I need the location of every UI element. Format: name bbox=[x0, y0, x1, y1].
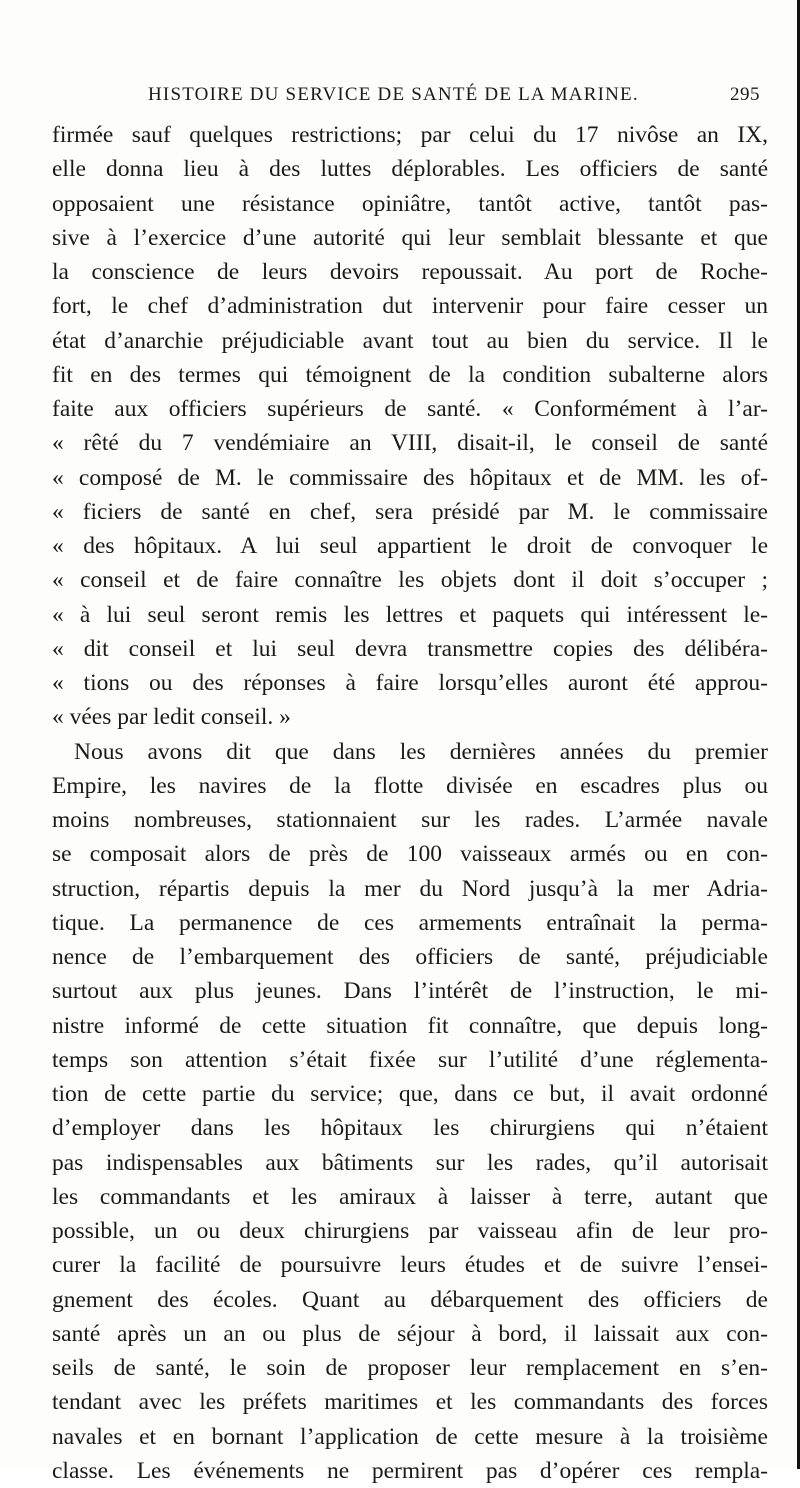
text-line: firmée sauf quelques restrictions; par celui du 17 nivôse an IX, bbox=[52, 122, 768, 148]
text-line: tion de cette partie du service; que, dans ce but, il avait ordonné bbox=[52, 1081, 768, 1107]
text-line: gnement des écoles. Quant au débarquement des officiers de bbox=[52, 1286, 768, 1313]
text-line: d’employer dans les hôpitaux les chirurgiens qui n’étaient bbox=[52, 1115, 768, 1142]
text-line: opposaient une résistance opiniâtre, tantôt active, tantôt pas- bbox=[52, 190, 768, 217]
quote-line: « tions ou des réponses à faire lorsqu’elles auront été approu- bbox=[52, 670, 768, 696]
text-line: classe. Les événements ne permirent pas d’opérer ces rempla- bbox=[52, 1457, 768, 1484]
text-line: navales et en bornant l’application de cette mesure à la troisième bbox=[52, 1423, 768, 1450]
text-line: elle donna lieu à des luttes déplorables. Les officiers de santé bbox=[52, 156, 768, 183]
text-line: nistre informé de cette situation fit connaître, que depuis long- bbox=[52, 1012, 768, 1039]
running-header bbox=[148, 84, 760, 106]
quote-line: « à lui seul seront remis les lettres et paquets qui intéressent le- bbox=[52, 601, 768, 628]
text-line: se composait alors de près de 100 vaisseaux armés ou en con- bbox=[52, 841, 768, 868]
quote-line: « dit conseil et lui seul devra transmettre copies des délibéra- bbox=[52, 635, 768, 662]
text-line: curer la facilité de poursuivre leurs études et de suivre l’ensei- bbox=[52, 1252, 768, 1279]
text-line: seils de santé, le soin de proposer leur remplacement en s’en- bbox=[52, 1355, 768, 1381]
text-line: la conscience de leurs devoirs repoussait. Au port de Roche- bbox=[52, 259, 768, 285]
text-line: fort, le chef d’administration dut intervenir pour faire cesser un bbox=[52, 293, 768, 320]
body-text bbox=[52, 118, 768, 1488]
quote-line: « vées par ledit conseil. » bbox=[52, 704, 291, 731]
text-line: santé après un an ou plus de séjour à bord, il laissait aux con- bbox=[52, 1320, 768, 1347]
text-line: surtout aux plus jeunes. Dans l’intérêt de l’instruction, le mi- bbox=[52, 978, 768, 1005]
text-line: sive à l’exercice d’une autorité qui leur semblait blessante et que bbox=[52, 224, 768, 251]
text-line: tique. La permanence de ces armements entraînait la perma- bbox=[52, 909, 768, 936]
text-line: Empire, les navires de la flotte divisée en escadres plus ou bbox=[52, 772, 768, 799]
text-line: possible, un ou deux chirurgiens par vaisseau afin de leur pro- bbox=[52, 1218, 768, 1244]
text-line: pas indispensables aux bâtiments sur les rades, qu’il autorisait bbox=[52, 1149, 768, 1176]
text-line: état d’anarchie préjudiciable avant tout au bien du service. Il le bbox=[52, 327, 768, 354]
quote-line: « rêté du 7 vendémiaire an VIII, disait-il, le conseil de santé bbox=[52, 430, 768, 457]
running-title: HISTOIRE DU SERVICE DE SANTÉ DE LA MARINE. bbox=[148, 84, 639, 105]
quote-line: « ficiers de santé en chef, sera présidé par M. le commissaire bbox=[52, 498, 768, 525]
text-line: moins nombreuses, stationnaient sur les rades. L’armée navale bbox=[52, 807, 768, 833]
text-line: fit en des termes qui témoignent de la condition subalterne alors bbox=[52, 361, 768, 388]
page-number: 295 bbox=[730, 84, 760, 105]
quote-line: « conseil et de faire connaître les objets dont il doit s’occuper ; bbox=[52, 567, 768, 594]
text-line: struction, répartis depuis la mer du Nord jusqu’à la mer Adria- bbox=[52, 875, 768, 902]
text-line: les commandants et les amiraux à laisser à terre, autant que bbox=[52, 1183, 768, 1210]
quote-line: « composé de M. le commissaire des hôpitaux et de MM. les of- bbox=[52, 464, 768, 491]
text-line: nence de l’embarquement des officiers de santé, préjudiciable bbox=[52, 944, 768, 970]
text-line: tendant avec les préfets maritimes et les commandants des forces bbox=[52, 1389, 768, 1416]
paragraph-first-line: Nous avons dit que dans les dernières années du premier bbox=[74, 738, 768, 765]
quote-line: « des hôpitaux. A lui seul appartient le droit de convoquer le bbox=[52, 533, 768, 559]
text-line: temps son attention s’était fixée sur l’utilité d’une réglementa- bbox=[52, 1046, 768, 1073]
text-line: faite aux officiers supérieurs de santé. « Conformément à l’ar- bbox=[52, 396, 768, 422]
